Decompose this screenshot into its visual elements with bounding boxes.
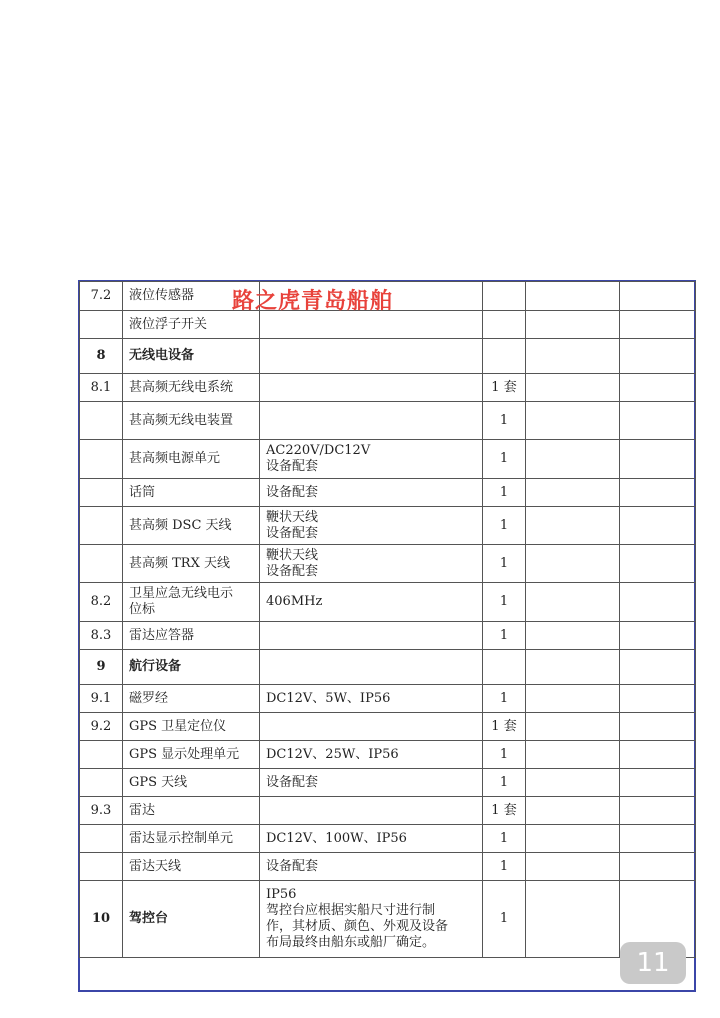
section-title: 航行设备 [123, 650, 260, 685]
item-name: 甚高频无线电系统 [123, 374, 260, 402]
item-number [80, 825, 123, 853]
table-row [80, 583, 696, 622]
item-col6 [620, 797, 696, 825]
item-col5 [526, 769, 620, 797]
item-col6 [620, 741, 696, 769]
item-col5 [526, 713, 620, 741]
item-name: 话筒 [123, 479, 260, 507]
equipment-table [79, 281, 696, 958]
item-col5 [526, 507, 620, 545]
item-col6 [620, 545, 696, 583]
item-number: 9.3 [80, 797, 123, 825]
item-col5 [526, 622, 620, 650]
item-quantity: 1 [483, 741, 526, 769]
section-row [80, 650, 696, 685]
item-number [80, 402, 123, 440]
item-spec: 设备配套 [260, 769, 483, 797]
item-name: 雷达显示控制单元 [123, 825, 260, 853]
item-name: 甚高频 TRX 天线 [123, 545, 260, 583]
item-quantity: 1 [483, 769, 526, 797]
item-col5 [526, 825, 620, 853]
item-spec [260, 339, 483, 374]
item-quantity: 1 [483, 622, 526, 650]
item-name: 液位传感器 [123, 282, 260, 311]
section-row [80, 339, 696, 374]
item-number [80, 769, 123, 797]
section-number: 9 [80, 650, 123, 685]
item-number [80, 741, 123, 769]
item-col6 [620, 507, 696, 545]
item-name: GPS 卫星定位仪 [123, 713, 260, 741]
item-quantity: 1 [483, 881, 526, 958]
table-row [80, 440, 696, 479]
item-quantity: 1 套 [483, 374, 526, 402]
item-col5 [526, 685, 620, 713]
item-col5 [526, 881, 620, 958]
table-row [80, 622, 696, 650]
watermark-text: 路之虎青岛船舶 [232, 289, 394, 314]
item-number [80, 311, 123, 339]
section-number: 8 [80, 339, 123, 374]
item-quantity: 1 [483, 825, 526, 853]
item-col6 [620, 583, 696, 622]
item-name: 甚高频电源单元 [123, 440, 260, 479]
item-quantity: 1 [483, 440, 526, 479]
item-number [80, 479, 123, 507]
item-col5 [526, 311, 620, 339]
table-row [80, 479, 696, 507]
section-title: 驾控台 [123, 881, 260, 958]
item-spec: DC12V、25W、IP56 [260, 741, 483, 769]
item-quantity: 1 [483, 545, 526, 583]
item-col6 [620, 339, 696, 374]
item-col6 [620, 713, 696, 741]
item-quantity: 1 [483, 507, 526, 545]
item-col6 [620, 622, 696, 650]
item-col6 [620, 374, 696, 402]
table-row [80, 769, 696, 797]
item-spec [260, 402, 483, 440]
item-quantity: 1 [483, 479, 526, 507]
item-name: 甚高频无线电装置 [123, 402, 260, 440]
item-col6 [620, 440, 696, 479]
item-col6 [620, 769, 696, 797]
table-row [80, 741, 696, 769]
item-number: 9.2 [80, 713, 123, 741]
item-col5 [526, 797, 620, 825]
item-spec: DC12V、100W、IP56 [260, 825, 483, 853]
item-col6 [620, 825, 696, 853]
item-col5 [526, 583, 620, 622]
item-name: GPS 显示处理单元 [123, 741, 260, 769]
section-number: 10 [80, 881, 123, 958]
item-col5 [526, 479, 620, 507]
item-number: 7.2 [80, 282, 123, 311]
item-col6 [620, 282, 696, 311]
item-col6 [620, 311, 696, 339]
table-row [80, 853, 696, 881]
item-number [80, 853, 123, 881]
item-col5 [526, 853, 620, 881]
table-row [80, 507, 696, 545]
table-row [80, 374, 696, 402]
item-col5 [526, 545, 620, 583]
item-col6 [620, 402, 696, 440]
item-quantity: 1 套 [483, 713, 526, 741]
item-spec: 设备配套 [260, 853, 483, 881]
item-name: GPS 天线 [123, 769, 260, 797]
item-number [80, 545, 123, 583]
item-col5 [526, 440, 620, 479]
item-col5 [526, 402, 620, 440]
item-spec: AC220V/DC12V 设备配套 [260, 440, 483, 479]
item-spec [260, 374, 483, 402]
item-quantity [483, 311, 526, 339]
item-number: 9.1 [80, 685, 123, 713]
page-number-badge: 11 [620, 942, 686, 984]
table-row [80, 402, 696, 440]
section-title: 无线电设备 [123, 339, 260, 374]
item-quantity: 1 [483, 583, 526, 622]
item-number [80, 440, 123, 479]
item-quantity [483, 650, 526, 685]
item-quantity: 1 [483, 853, 526, 881]
item-col6 [620, 853, 696, 881]
item-col6 [620, 479, 696, 507]
item-number: 8.2 [80, 583, 123, 622]
item-quantity: 1 套 [483, 797, 526, 825]
item-number [80, 507, 123, 545]
item-name: 液位浮子开关 [123, 311, 260, 339]
item-spec: 鞭状天线 设备配套 [260, 507, 483, 545]
item-name: 雷达 [123, 797, 260, 825]
item-name: 卫星应急无线电示 位标 [123, 583, 260, 622]
table-row [80, 797, 696, 825]
table-row [80, 685, 696, 713]
item-col6 [620, 685, 696, 713]
item-spec: 设备配套 [260, 479, 483, 507]
item-name: 雷达天线 [123, 853, 260, 881]
item-spec [260, 622, 483, 650]
item-col5 [526, 650, 620, 685]
item-col5 [526, 282, 620, 311]
item-col5 [526, 374, 620, 402]
item-quantity [483, 339, 526, 374]
item-col5 [526, 741, 620, 769]
item-spec: IP56 驾控台应根据实船尺寸进行制 作，其材质、颜色、外观及设备 布局最终由船东或船厂确定。 [260, 881, 483, 958]
item-col6 [620, 650, 696, 685]
table-row [80, 545, 696, 583]
item-name: 磁罗经 [123, 685, 260, 713]
table-row [80, 825, 696, 853]
table-row [80, 713, 696, 741]
item-spec [260, 713, 483, 741]
item-number: 8.1 [80, 374, 123, 402]
item-name: 甚高频 DSC 天线 [123, 507, 260, 545]
section-row [80, 881, 696, 958]
item-quantity [483, 282, 526, 311]
item-spec [260, 650, 483, 685]
item-quantity: 1 [483, 685, 526, 713]
item-quantity: 1 [483, 402, 526, 440]
item-number: 8.3 [80, 622, 123, 650]
item-spec: DC12V、5W、IP56 [260, 685, 483, 713]
item-spec: 鞭状天线 设备配套 [260, 545, 483, 583]
item-name: 雷达应答器 [123, 622, 260, 650]
item-spec: 406MHz [260, 583, 483, 622]
item-spec [260, 797, 483, 825]
item-col5 [526, 339, 620, 374]
